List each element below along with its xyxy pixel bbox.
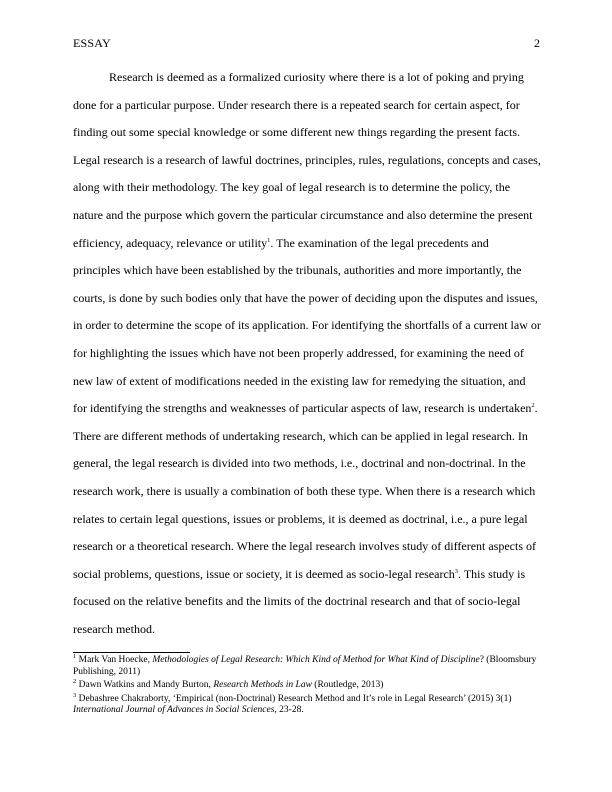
body-line: done for a particular purpose. Under research there is a repeated search for certain aspect, for: [73, 97, 520, 112]
body-line-text: efficiency, adequacy, relevance or utility: [73, 235, 268, 250]
body-line: new law of extent of modifications needed in the existing law for remedying the situation, and: [73, 373, 526, 388]
footnote-2: [73, 677, 543, 692]
body-line: in order to determine the scope of its application. For identifying the shortfalls of a current law or: [73, 318, 541, 333]
footnote-3: [73, 691, 543, 717]
body-line: research or a theoretical research. Where the legal research involves study of different aspects of: [73, 539, 537, 554]
footnote-rest: , 23-28.: [274, 705, 304, 715]
footnote-reference-3[interactable]: 3: [454, 567, 459, 575]
footnote-rest: (Routledge, 2013): [311, 680, 384, 690]
footnote-title: International Journal of Advances in Social Sciences: [73, 705, 275, 715]
body-line: general, the legal research is divided into two methods, i.e., doctrinal and non-doctrinal. In the: [73, 456, 526, 471]
body-line: courts, is done by such bodies only that have the power of deciding upon the disputes and issues,: [73, 290, 538, 305]
footnote-title: Research Methods in Law: [213, 680, 312, 690]
body-line: relates to certain legal questions, issues or problems, it is deemed as doctrinal, i.e., a pure legal: [73, 511, 528, 526]
body-line-text: for identifying the strengths and weaknesses of particular aspects of law, research is undertaken: [73, 401, 532, 416]
body-paragraph: [73, 64, 541, 643]
body-line: research method.: [73, 621, 155, 636]
body-line: Legal research is a research of lawful doctrines, principles, rules, regulations, concepts and cases,: [73, 152, 541, 167]
body-line-text: . The examination of the legal precedents and: [270, 235, 489, 250]
body-line: finding out some special knowledge or some different new things regarding the present facts.: [73, 125, 520, 140]
body-line-text: social problems, questions, issue or society, it is deemed as socio-legal research: [73, 566, 455, 581]
footnote-author: Debashree Chakraborty, ‘Empirical (non-Doctrinal) Research Method and It’s role in Legal Research’ (2015) 3(1): [78, 693, 512, 704]
body-line: [73, 395, 541, 423]
footnote-separator: [73, 652, 190, 653]
body-line: nature and the purpose which govern the particular circumstance and also determine the present: [73, 207, 533, 222]
body-line: research work, there is usually a combination of both these type. When there is a research which: [73, 483, 536, 498]
body-line: There are different methods of undertaking research, which can be applied in legal research. In: [73, 428, 528, 443]
footnote-author: Dawn Watkins and Mandy Burton,: [78, 680, 214, 690]
footnote-1: [73, 652, 543, 678]
body-line: principles which have been established by the tribunals, authorities and more importantly, the: [73, 263, 522, 278]
body-line: [73, 561, 541, 589]
footnote-title: Methodologies of Legal Research: Which Kind of Method for What Kind of Discipline: [152, 655, 480, 665]
body-line: focused on the relative benefits and the limits of the doctrinal research and that of socio-legal: [73, 594, 521, 609]
footnotes: [73, 652, 543, 719]
body-line-text: .: [534, 401, 538, 416]
body-line: along with their methodology. The key goal of legal research is to determine the policy, the: [73, 180, 511, 195]
body-line-text: . This study is: [458, 566, 526, 581]
body-line: for highlighting the issues which have not been properly addressed, for examining the need of: [73, 345, 524, 360]
footnote-author: Mark Van Hoecke,: [78, 655, 153, 665]
running-head: ESSAY: [73, 36, 111, 50]
footnote-number: 1: [73, 652, 77, 660]
footnote-number: 3: [73, 691, 77, 699]
footnote-number: 2: [73, 677, 77, 685]
body-line: Research is deemed as a formalized curiosity where there is a lot of poking and prying: [109, 70, 524, 84]
footnote-reference-2[interactable]: 2: [531, 402, 535, 410]
footnote-reference-1[interactable]: 1: [267, 236, 271, 244]
footnote-rest: ? (Bloomsbury Publishing, 2011): [73, 655, 537, 677]
page-number: 2: [534, 36, 540, 50]
body-line: [73, 230, 541, 258]
